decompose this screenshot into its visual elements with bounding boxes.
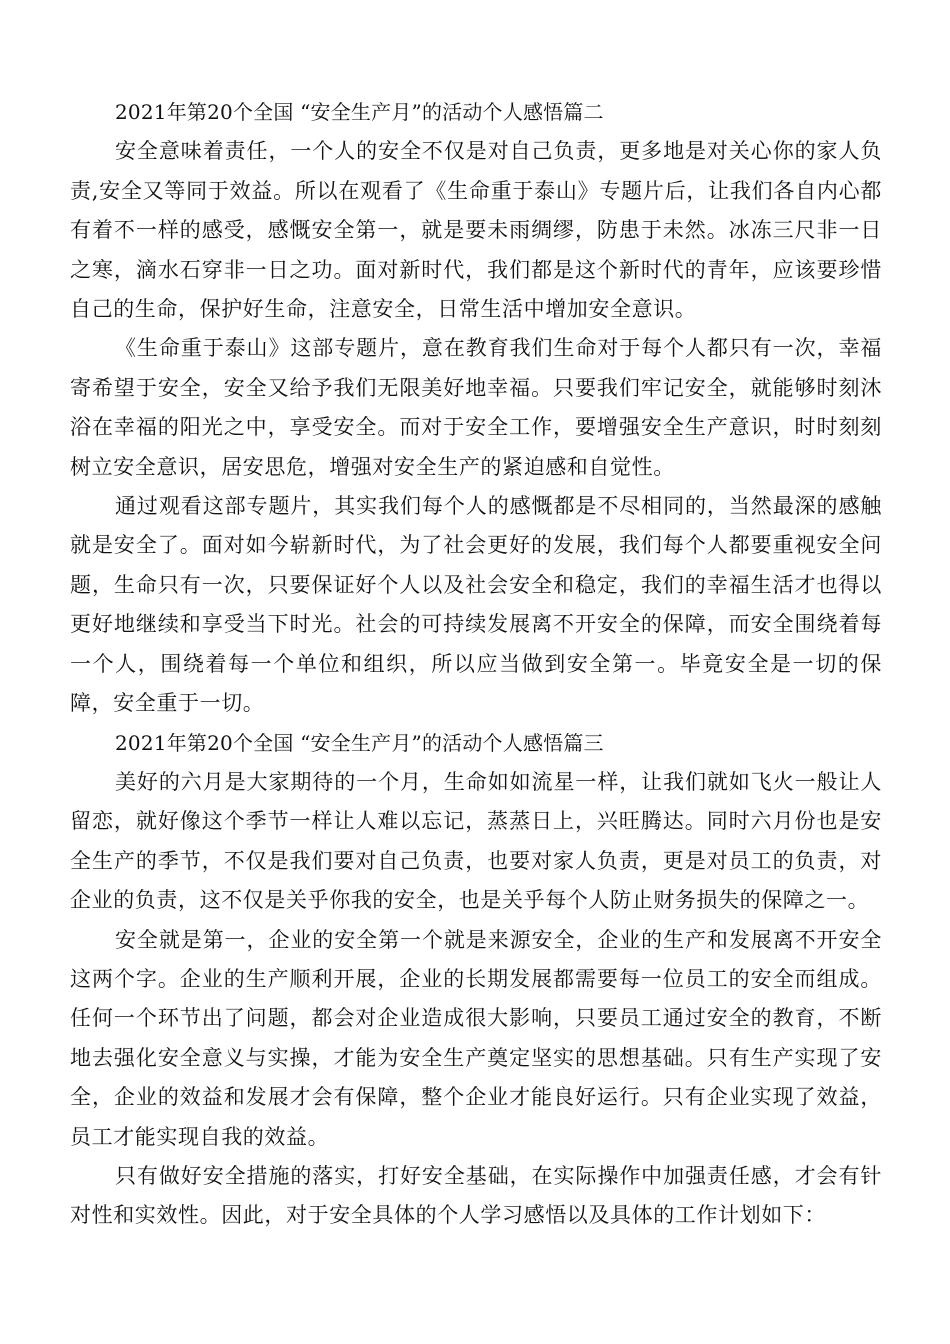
paragraph: 安全意味着责任，一个人的安全不仅是对自己负责，更多地是对关心你的家人负责,安全又等同于效益。所以在观看了《生命重于泰山》专题片后，让我们各自内心都有着不一样的感受，感慨安全第一，就是要未雨绸缪，防患于未然。冰冻三尺非一日之寒，滴水石穿非一日之功。面对新时代，我们都是这个新时代的青年，应该要珍惜自己的生命，保护好生命，注意安全，日常生活中增加安全意识。 [70, 139, 882, 322]
paragraph: 《生命重于泰山》这部专题片，意在教育我们生命对于每个人都只有一次，幸福寄希望于安全，安全又给予我们无限美好地幸福。只要我们牢记安全，就能够时刻沐浴在幸福的阳光之中，享受安全。而对于安全工作，要增强安全生产意识，时时刻刻树立安全意识，居安思危，增强对安全生产的紧迫感和自觉性。 [70, 336, 882, 479]
paragraph: 只有做好安全措施的落实，打好安全基础，在实际操作中加强责任感，才会有针对性和实效性。因此，对于安全具体的个人学习感悟以及具体的工作计划如下： [70, 1163, 882, 1228]
document-body [70, 93, 882, 1236]
paragraph: 安全就是第一，企业的安全第一个就是来源安全，企业的生产和发展离不开安全这两个字。企业的生产顺利开展，企业的长期发展都需要每一位员工的安全而组成。任何一个环节出了问题，都会对企业造成很大影响，只要员工通过安全的教育，不断地去强化安全意义与实操，才能为安全生产奠定坚实的思想基础。只有生产实现了安全，企业的效益和发展才会有保障，整个企业才能良好运行。只有企业实现了效益，员工才能实现自我的效益。 [70, 927, 882, 1149]
section-heading-part-two: 2021年第20个全国 “安全生产月”的活动个人感悟篇二 [115, 100, 604, 124]
paragraph: 美好的六月是大家期待的一个月，生命如如流星一样，让我们就如飞火一般让人留恋，就好像这个季节一样让人难以忘记，蒸蒸日上，兴旺腾达。同时六月份也是安全生产的季节，不仅是我们要对自己负责，也要对家人负责，更是对员工的负责，对企业的负责，这不仅是关乎你我的安全，也是关乎每个人防止财务损失的保障之一。 [70, 769, 882, 913]
section-heading-part-three: 2021年第20个全国 “安全生产月”的活动个人感悟篇三 [115, 730, 604, 755]
paragraph: 通过观看这部专题片，其实我们每个人的感慨都是不尽相同的，当然最深的感触就是安全了。面对如今崭新时代，为了社会更好的发展，我们每个人都要重视安全问题，生命只有一次，只要保证好个人以及社会安全和稳定，我们的幸福生活才也得以更好地继续和享受当下时光。社会的可持续发展离不开安全的保障，而安全围绕着每一个人，围绕着每一个单位和组织，所以应当做到安全第一。毕竟安全是一切的保障，安全重于一切。 [70, 494, 882, 716]
